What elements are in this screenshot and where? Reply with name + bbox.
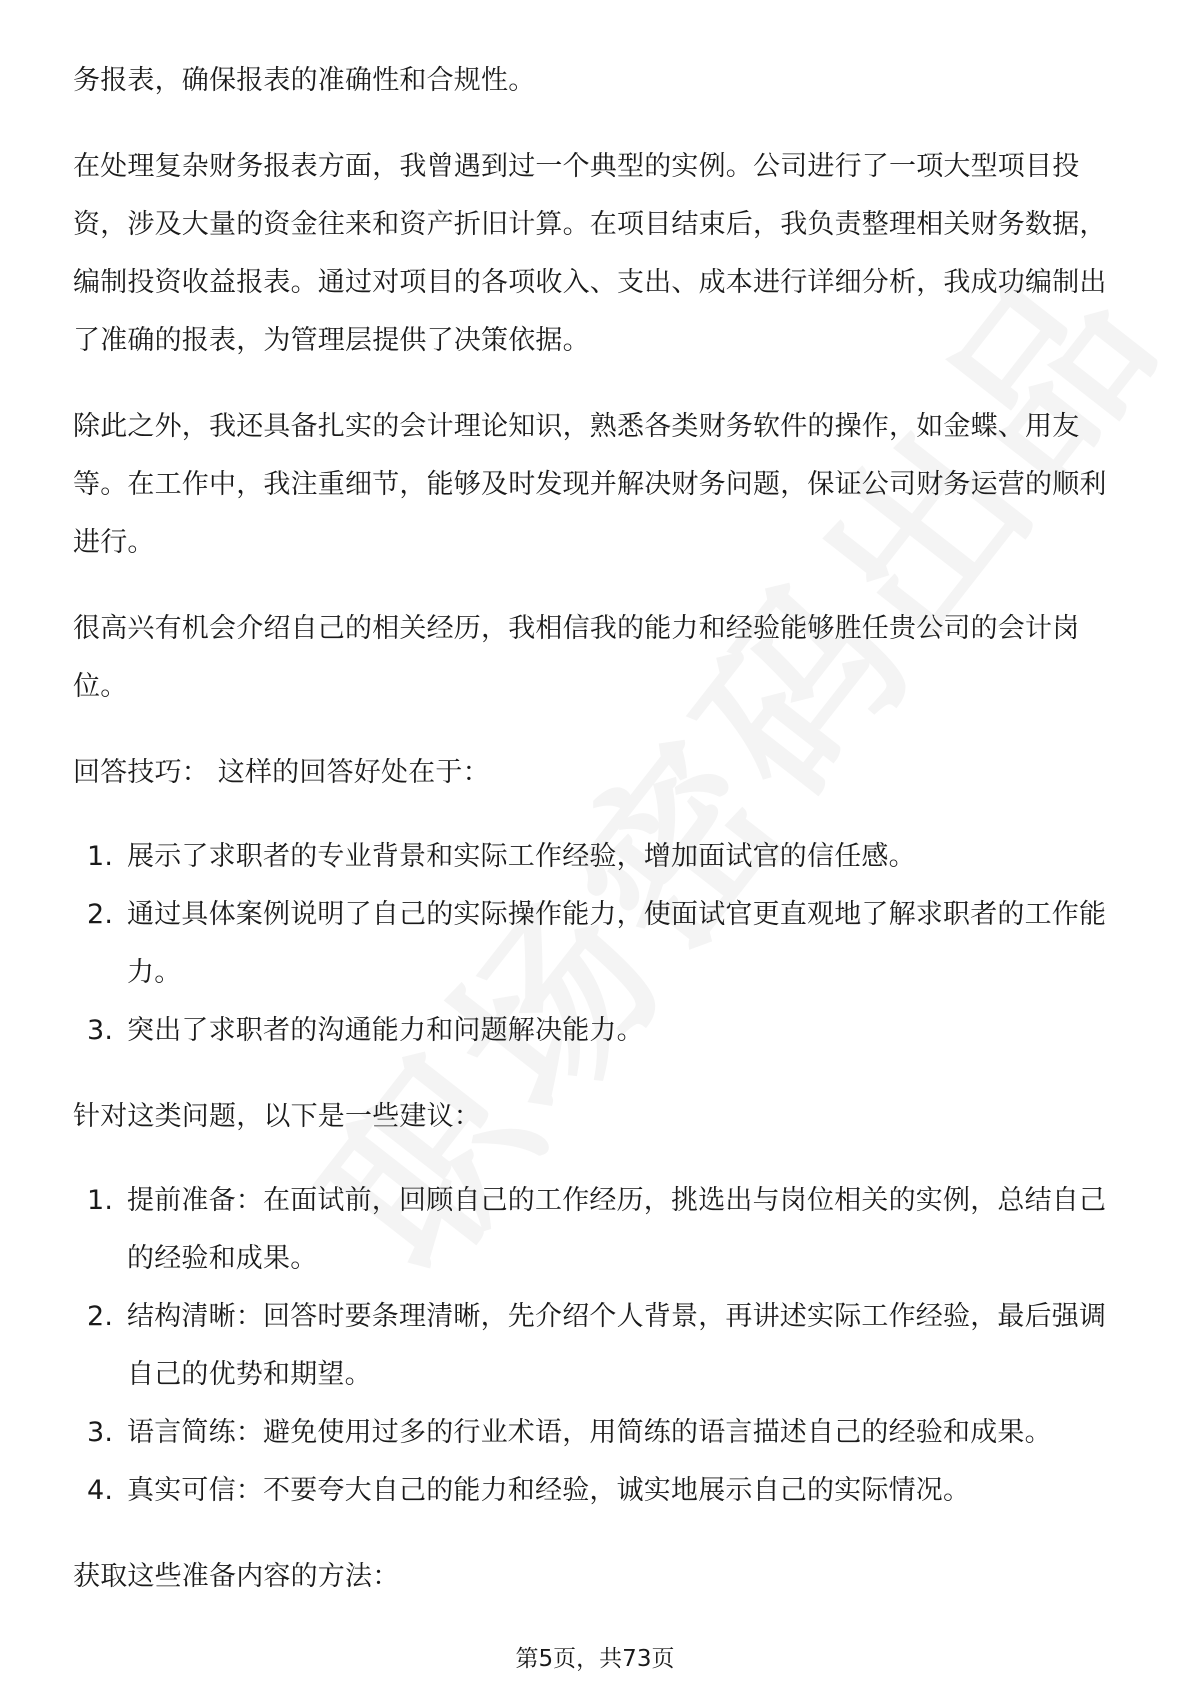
list-number: 2. bbox=[87, 1301, 114, 1332]
list-item-text: 真实可信：不要夸大自己的能力和经验，诚实地展示自己的实际情况。 bbox=[127, 1475, 971, 1506]
list-number: 3. bbox=[87, 1015, 114, 1046]
methods-heading: 获取这些准备内容的方法： bbox=[73, 1561, 400, 1592]
paragraph-4: 很高兴有机会介绍自己的相关经历，我相信我的能力和经验能够胜任贵公司的会计岗位。 bbox=[73, 613, 1080, 702]
list-item bbox=[73, 1002, 1118, 1060]
list-number: 2. bbox=[87, 899, 114, 930]
list-number: 3. bbox=[87, 1417, 114, 1448]
advice-list bbox=[73, 1172, 1118, 1520]
list-item bbox=[73, 886, 1118, 1002]
benefits-list bbox=[73, 828, 1118, 1060]
list-item bbox=[73, 1172, 1118, 1288]
list-item bbox=[73, 1288, 1118, 1404]
list-item-text: 结构清晰：回答时要条理清晰，先介绍个人背景，再讲述实际工作经验，最后强调自己的优势和期望。 bbox=[127, 1301, 1107, 1390]
list-number: 1. bbox=[87, 1185, 114, 1216]
paragraph-1: 务报表，确保报表的准确性和合规性。 bbox=[73, 65, 536, 96]
page-number: 第5页，共73页 bbox=[515, 1646, 675, 1672]
list-item-text: 提前准备：在面试前，回顾自己的工作经历，挑选出与岗位相关的实例，总结自己的经验和成果。 bbox=[127, 1185, 1107, 1274]
list-number: 1. bbox=[87, 841, 114, 872]
paragraph-2: 在处理复杂财务报表方面，我曾遇到过一个典型的实例。公司进行了一项大型项目投资，涉及大量的资金往来和资产折旧计算。在项目结束后，我负责整理相关财务数据，编制投资收益报表。通过对项目的各项收入、支出、成本进行详细分析，我成功编制出了准确的报表，为管理层提供了决策依据。 bbox=[73, 151, 1107, 356]
answer-tips-heading: 回答技巧： 这样的回答好处在于： bbox=[73, 757, 490, 788]
advice-heading: 针对这类问题，以下是一些建议： bbox=[73, 1101, 481, 1132]
list-item-text: 通过具体案例说明了自己的实际操作能力，使面试官更直观地了解求职者的工作能力。 bbox=[127, 899, 1107, 988]
list-item bbox=[73, 828, 1118, 886]
list-item-text: 语言简练：避免使用过多的行业术语，用简练的语言描述自己的经验和成果。 bbox=[127, 1417, 1052, 1448]
paragraph-3: 除此之外，我还具备扎实的会计理论知识，熟悉各类财务软件的操作，如金蝶、用友等。在工作中，我注重细节，能够及时发现并解决财务问题，保证公司财务运营的顺利进行。 bbox=[73, 411, 1107, 558]
list-item-text: 展示了求职者的专业背景和实际工作经验，增加面试官的信任感。 bbox=[127, 841, 916, 872]
list-number: 4. bbox=[87, 1475, 114, 1506]
list-item bbox=[73, 1404, 1118, 1462]
list-item bbox=[73, 1462, 1118, 1520]
document-body bbox=[73, 52, 1118, 1634]
list-item-text: 突出了求职者的沟通能力和问题解决能力。 bbox=[127, 1015, 644, 1046]
